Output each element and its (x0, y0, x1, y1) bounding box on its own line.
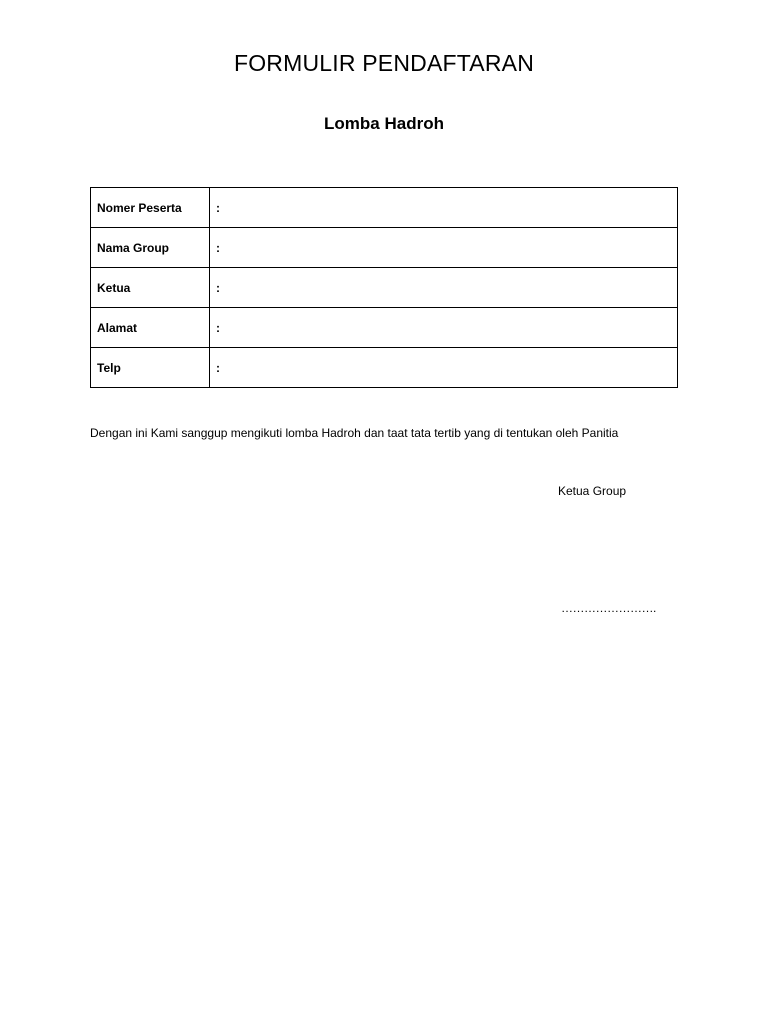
signer-title: Ketua Group (558, 484, 627, 498)
page-title: FORMULIR PENDAFTARAN (233, 50, 535, 76)
field-value-nama-group[interactable] (210, 228, 678, 268)
table-row (91, 348, 678, 388)
table-row (91, 188, 678, 228)
table-row (91, 228, 678, 268)
field-label-ketua: Ketua (91, 268, 210, 308)
field-value-nomer-peserta[interactable] (210, 188, 678, 228)
registration-form-table (90, 187, 678, 388)
field-label-nomer-peserta: Nomer Peserta (91, 188, 210, 228)
signature-line: ……………………. (561, 601, 656, 615)
field-label-telp: Telp (91, 348, 210, 388)
field-label-alamat: Alamat (91, 308, 210, 348)
field-separator: : (216, 200, 220, 215)
field-separator: : (216, 320, 220, 335)
statement-text: Dengan ini Kami sanggup mengikuti lomba Hadroh dan taat tata tertib yang di tentukan oleh Panitia (90, 426, 619, 440)
field-value-telp[interactable] (210, 348, 678, 388)
field-label-nama-group: Nama Group (91, 228, 210, 268)
field-separator: : (216, 360, 220, 375)
page-subtitle: Lomba Hadroh (324, 114, 444, 133)
field-value-alamat[interactable] (210, 308, 678, 348)
table-row (91, 308, 678, 348)
table-row (91, 268, 678, 308)
field-separator: : (216, 280, 220, 295)
field-separator: : (216, 240, 220, 255)
field-value-ketua[interactable] (210, 268, 678, 308)
